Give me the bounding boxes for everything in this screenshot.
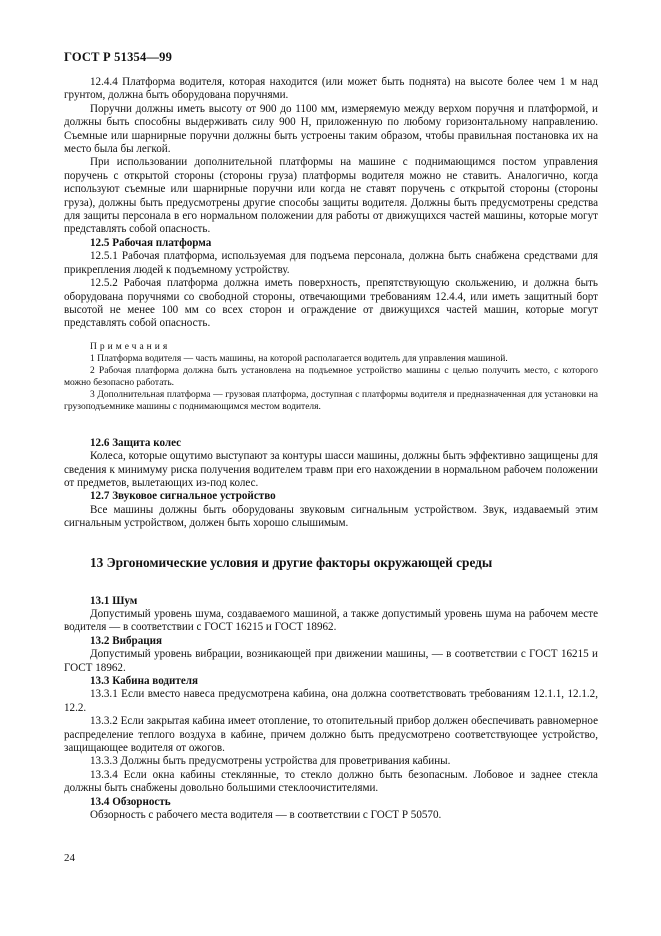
clause-13-3-1: 13.3.1 Если вместо навеса предусмотрена кабина, она должна соответствовать требованиям 12.1.1, 12.1.2, 12.2. xyxy=(64,688,598,714)
additional-platform-paragraph: При использовании дополнительной платформы на машине с поднимающимся постом управления поручень с открытой стороны (стороны груза) платформы водителя можно не ставить. Аналогично, когда используют съемные или шарнирные поручни или когда не ставят поручень с открытой стороны (стороны груза), должны быть предусмотрены другие способы защиты водителя. Должны быть предусмотрены средства для защиты персонала в его нормальном положении для работы от движущихся частей машины, которые могут представлять собой опасность. xyxy=(64,156,598,236)
noise-paragraph: Допустимый уровень шума, создаваемого машиной, а также допустимый уровень шума на рабочем месте водителя — в соответствии с ГОСТ 16215 и ГОСТ 18962. xyxy=(64,607,598,634)
handrail-height-paragraph: Поручни должны иметь высоту от 900 до 1100 мм, измеряемую между верхом поручня и платформой, и должны быть способны выдерживать силу 900 Н, приложенную по любому горизонтальному направлению. Съемные или шарнирные поручни должны быть устроены таким образом, чтобы правильная постановка их на место была бы легкой. xyxy=(64,102,598,156)
heading-12-5: 12.5 Рабочая платформа xyxy=(90,236,212,249)
visibility-paragraph: Обзорность с рабочего места водителя — в соответствии с ГОСТ Р 50570. xyxy=(90,809,442,822)
note-1: 1 Платформа водителя — часть машины, на которой располагается водитель для управления машиной. xyxy=(90,353,508,364)
document-code-header: ГОСТ Р 51354—99 xyxy=(64,50,173,64)
clause-13-3-2: 13.3.2 Если закрытая кабина имеет отопление, то отопительный прибор должен обеспечивать равномерное распределение теплого воздуха в кабине, причем должно быть предусмотрено соответствующее устройство, защищающее водителя от ожогов. xyxy=(64,715,598,755)
clause-12-5-1: 12.5.1 Рабочая платформа, используемая для подъема персонала, должна быть снабжена средствами для прикрепления людей к подъемному устройству. xyxy=(64,250,598,276)
sound-signal-paragraph: Все машины должны быть оборудованы звуковым сигнальным устройством. Звук, издаваемый этим сигнальным устройством, должен быть хорошо слышимым. xyxy=(64,503,598,530)
note-3: 3 Дополнительная платформа — грузовая платформа, доступная с платформы водителя и предназначенная для установки на грузоподъемнике машины с поднимающимся местом водителя. xyxy=(64,389,598,412)
clause-12-5-2: 12.5.2 Рабочая платформа должна иметь поверхность, препятствующую скольжению, и должна быть оборудована поручнями со свободной стороны, отвечающими требованиям 12.4.4, или иметь защитный борт высотой не менее 100 мм со всех сторон и ограждение от движущихся частей машин, которые могут представлять собой опасность. xyxy=(64,277,598,330)
page-content xyxy=(64,76,598,822)
vibration-paragraph: Допустимый уровень вибрации, возникающей при движении машины, — в соответствии с ГОСТ 16215 и ГОСТ 18962. xyxy=(64,648,598,674)
section-13-title: 13 Эргономические условия и другие факторы окружающей среды xyxy=(90,554,493,570)
heading-13-1: 13.1 Шум xyxy=(90,594,138,607)
heading-12-7: 12.7 Звуковое сигнальное устройство xyxy=(90,490,276,503)
clause-12-4-4: 12.4.4 Платформа водителя, которая находится (или может быть поднята) на высоте более чем 1 м над грунтом, должна быть оборудована поручнями. xyxy=(64,76,598,102)
heading-13-2: 13.2 Вибрация xyxy=(90,634,163,647)
note-2: 2 Рабочая платформа должна быть установлена на подъемное устройство машины с целью получить место, с которого можно безопасно работать. xyxy=(64,365,598,388)
heading-13-4: 13.4 Обзорность xyxy=(90,795,171,808)
heading-13-3: 13.3 Кабина водителя xyxy=(90,675,199,687)
heading-12-6: 12.6 Защита колес xyxy=(90,436,182,449)
page-number: 24 xyxy=(64,852,75,864)
notes-title: Примечания xyxy=(90,341,171,352)
clause-13-3-4: 13.3.4 Если окна кабины стеклянные, то стекло должно быть безопасным. Лобовое и заднее стекла должны быть снабжены довольно большими стеклоочистителями. xyxy=(64,768,598,795)
notes-block xyxy=(64,341,598,413)
wheel-protection-paragraph: Колеса, которые ощутимо выступают за контуры шасси машины, должны быть эффективно защищены для сведения к минимуму риска получения водителем травм при его нахождении в нормальном рабочем положении от предметов, вылетающих из-под колес. xyxy=(64,450,598,489)
clause-13-3-3: 13.3.3 Должны быть предусмотрены устройства для проветривания кабины. xyxy=(90,755,451,768)
